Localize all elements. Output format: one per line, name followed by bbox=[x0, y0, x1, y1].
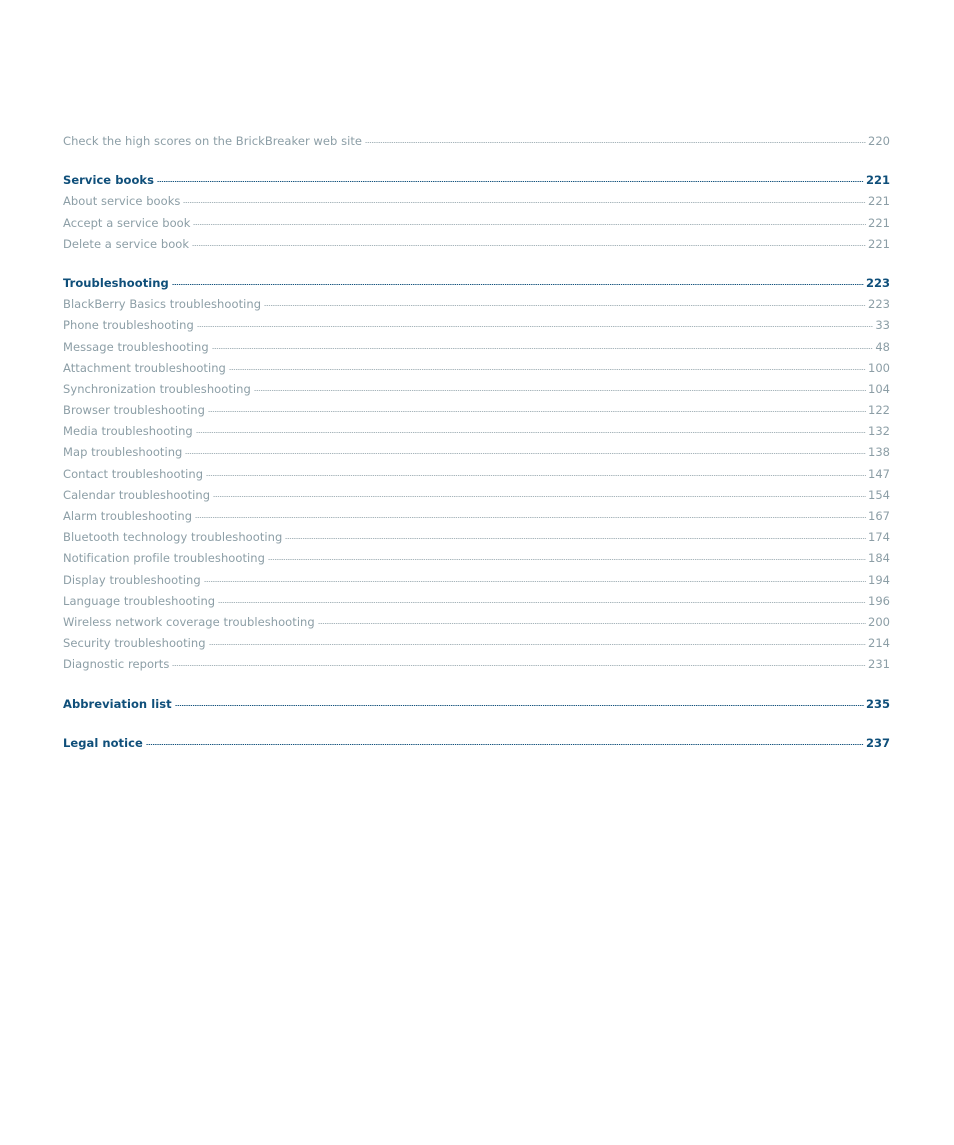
toc-entry-title: Bluetooth technology troubleshooting bbox=[63, 530, 283, 545]
toc-dot-leader bbox=[172, 665, 866, 666]
toc-entry-page: 184 bbox=[868, 551, 890, 566]
toc-entry-title: About service books bbox=[63, 194, 181, 209]
toc-entry-title: Alarm troubleshooting bbox=[63, 509, 193, 523]
toc-entry[interactable] bbox=[63, 570, 890, 591]
toc-dot-leader bbox=[268, 559, 866, 560]
toc-entry[interactable] bbox=[63, 633, 890, 654]
toc-entry-title: Wireless network coverage troubleshooting bbox=[63, 614, 315, 629]
toc-dot-leader bbox=[157, 181, 864, 182]
toc-entry-page: 48 bbox=[875, 339, 890, 354]
toc-dot-leader bbox=[229, 369, 866, 370]
toc-entry[interactable] bbox=[63, 527, 890, 548]
toc-entry-title: Contact troubleshooting bbox=[63, 466, 204, 481]
toc-dot-leader bbox=[183, 202, 866, 203]
toc-entry-page: 174 bbox=[868, 530, 890, 545]
toc-entry-page: 223 bbox=[865, 275, 890, 290]
toc-entry-title: Browser troubleshooting bbox=[63, 403, 205, 418]
toc-entry-page: 220 bbox=[868, 134, 890, 148]
toc-entry-title: Attachment troubleshooting bbox=[63, 360, 226, 375]
toc-entry-title: Map troubleshooting bbox=[63, 445, 183, 460]
toc-group-spacer bbox=[63, 152, 890, 170]
toc-entry-title: Language troubleshooting bbox=[63, 593, 216, 608]
toc-entry-page: 231 bbox=[868, 657, 890, 672]
toc-entry-title: Security troubleshooting bbox=[63, 636, 206, 651]
toc-entry[interactable] bbox=[63, 234, 890, 255]
toc-entry-title: Phone troubleshooting bbox=[63, 318, 194, 333]
toc-entry[interactable] bbox=[63, 506, 890, 527]
toc-entry-title: Synchronization troubleshooting bbox=[63, 381, 251, 396]
toc-entry[interactable] bbox=[63, 191, 890, 212]
toc-section-entry[interactable] bbox=[63, 694, 890, 715]
toc-entry-title: Delete a service book bbox=[63, 236, 190, 251]
toc-entry[interactable] bbox=[63, 337, 890, 358]
toc-entry[interactable] bbox=[63, 612, 890, 633]
toc-entry-title: BlackBerry Basics troubleshooting bbox=[63, 297, 262, 312]
toc-entry[interactable] bbox=[63, 654, 890, 675]
toc-dot-leader bbox=[193, 224, 866, 225]
toc-group-spacer bbox=[63, 715, 890, 733]
toc-entry[interactable] bbox=[63, 358, 890, 379]
toc-entry-page: 104 bbox=[868, 381, 890, 396]
toc-entry-title: Check the high scores on the BrickBreaker web site bbox=[63, 134, 363, 148]
toc-dot-leader bbox=[213, 496, 866, 497]
toc-entry[interactable] bbox=[63, 294, 890, 315]
toc-dot-leader bbox=[318, 623, 866, 624]
toc-entry-title: Accept a service book bbox=[63, 215, 191, 230]
toc-dot-leader bbox=[197, 326, 874, 327]
toc-entry[interactable] bbox=[63, 421, 890, 442]
toc-dot-leader bbox=[195, 517, 866, 518]
toc-entry[interactable] bbox=[63, 400, 890, 421]
toc-entry-title: Diagnostic reports bbox=[63, 657, 170, 672]
toc-dot-leader bbox=[185, 453, 866, 454]
toc-entry-title: Troubleshooting bbox=[63, 275, 169, 290]
toc-entry-page: 100 bbox=[868, 360, 890, 375]
toc-section-entry[interactable] bbox=[63, 273, 890, 294]
toc-entry-title: Notification profile troubleshooting bbox=[63, 551, 265, 566]
toc-entry-page: 223 bbox=[868, 297, 890, 312]
toc-entry-title: Legal notice bbox=[63, 735, 143, 750]
toc-section-entry[interactable] bbox=[63, 733, 890, 754]
toc-entry[interactable] bbox=[63, 485, 890, 506]
toc-dot-leader bbox=[208, 411, 866, 412]
toc-entry[interactable] bbox=[63, 548, 890, 569]
toc-entry-title: Abbreviation list bbox=[63, 696, 172, 711]
toc-dot-leader bbox=[146, 744, 864, 745]
toc-entry-page: 221 bbox=[868, 194, 890, 209]
toc-section-entry[interactable] bbox=[63, 170, 890, 191]
toc-entry-page: 147 bbox=[868, 466, 890, 481]
toc-entry-page: 33 bbox=[875, 318, 890, 333]
toc-entry[interactable] bbox=[63, 379, 890, 400]
toc-group-spacer bbox=[63, 676, 890, 694]
toc-entry-page: 214 bbox=[868, 636, 890, 651]
toc-entry[interactable] bbox=[63, 464, 890, 485]
toc-dot-leader bbox=[285, 538, 866, 539]
toc-entry-page: 122 bbox=[868, 403, 890, 418]
toc-dot-leader bbox=[206, 475, 866, 476]
toc-entry-title: Message troubleshooting bbox=[63, 339, 209, 354]
toc-dot-leader bbox=[218, 602, 866, 603]
toc-entry-page: 194 bbox=[868, 572, 890, 587]
toc-dot-leader bbox=[254, 390, 866, 391]
toc-entry[interactable] bbox=[63, 315, 890, 336]
toc-entry-title: Display troubleshooting bbox=[63, 572, 201, 587]
toc-dot-leader bbox=[204, 581, 866, 582]
toc-entry-page: 237 bbox=[865, 735, 890, 750]
toc-entry-title: Service books bbox=[63, 173, 154, 188]
toc-entry-page: 154 bbox=[868, 487, 890, 502]
table-of-contents bbox=[63, 131, 890, 754]
toc-entry-page: 221 bbox=[868, 215, 890, 230]
toc-dot-leader bbox=[172, 284, 864, 285]
toc-entry-page: 221 bbox=[865, 173, 890, 188]
toc-dot-leader bbox=[196, 432, 866, 433]
toc-entry[interactable] bbox=[63, 442, 890, 463]
toc-dot-leader bbox=[192, 245, 866, 246]
toc-entry-page: 221 bbox=[868, 236, 890, 251]
toc-group-spacer bbox=[63, 255, 890, 273]
toc-entry-page: 200 bbox=[868, 614, 890, 629]
toc-dot-leader bbox=[365, 142, 866, 143]
toc-entry-page: 138 bbox=[868, 445, 890, 460]
toc-dot-leader bbox=[209, 644, 866, 645]
toc-entry-title: Media troubleshooting bbox=[63, 424, 193, 439]
toc-entry[interactable] bbox=[63, 213, 890, 234]
toc-entry-page: 196 bbox=[868, 593, 890, 608]
toc-entry-page: 132 bbox=[868, 424, 890, 439]
toc-dot-leader bbox=[264, 305, 866, 306]
toc-entry[interactable] bbox=[63, 591, 890, 612]
toc-dot-leader bbox=[212, 348, 874, 349]
toc-entry-page: 235 bbox=[865, 696, 890, 711]
toc-dot-leader bbox=[175, 705, 864, 706]
toc-entry-title: Calendar troubleshooting bbox=[63, 487, 211, 502]
toc-entry[interactable] bbox=[63, 131, 890, 152]
toc-entry-page: 167 bbox=[868, 509, 890, 523]
